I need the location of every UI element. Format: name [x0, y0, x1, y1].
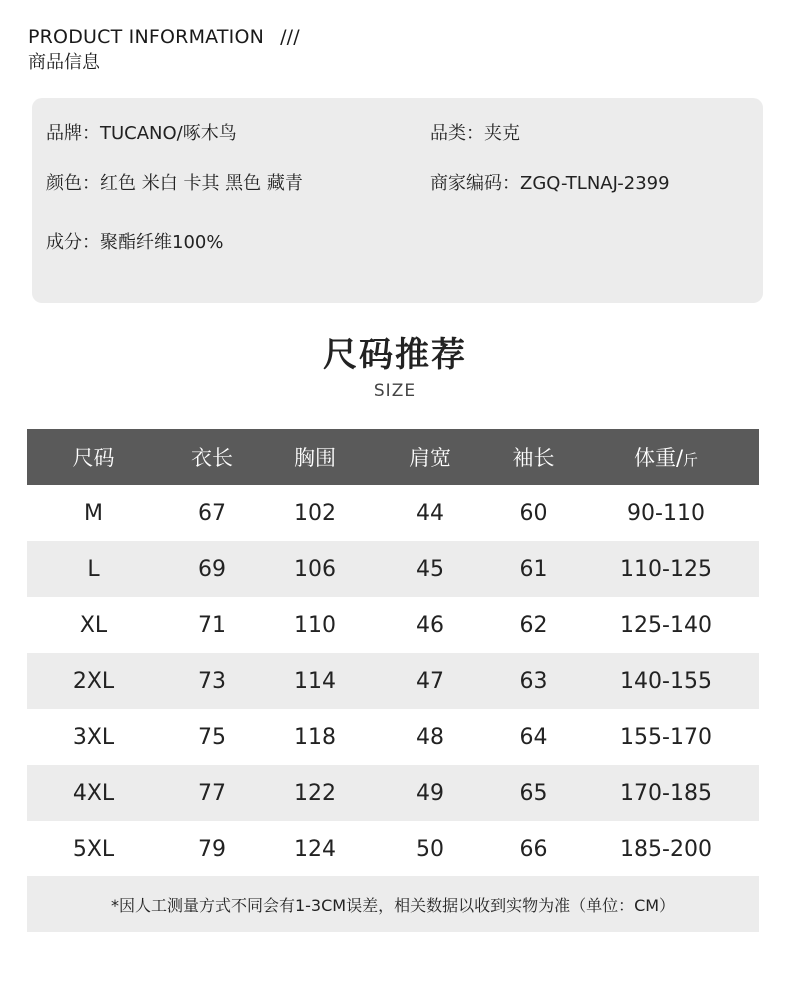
- table-cell: 62: [519, 612, 548, 638]
- table-cell: 110: [294, 612, 336, 638]
- table-cell: 170-185: [620, 780, 712, 806]
- table-cell: 106: [294, 556, 336, 582]
- table-cell: 49: [416, 780, 444, 806]
- table-cell: 118: [294, 724, 336, 750]
- table-cell: 2XL: [72, 668, 115, 694]
- table-row: [27, 653, 759, 709]
- size-table: [27, 429, 759, 877]
- table-cell: 79: [198, 836, 226, 862]
- table-cell: 64: [519, 724, 548, 750]
- info-brand: 品牌：TUCANO/啄木鸟: [46, 123, 237, 144]
- table-cell: 102: [294, 500, 336, 526]
- table-cell: 77: [198, 780, 226, 806]
- table-cell: 4XL: [72, 780, 115, 806]
- table-cell: 122: [294, 780, 336, 806]
- table-cell: 66: [519, 836, 548, 862]
- table-cell: XL: [79, 612, 108, 638]
- table-header-row: [27, 429, 759, 485]
- table-cell: 50: [416, 836, 444, 862]
- header-cell-sleeve: 袖长: [512, 446, 555, 470]
- table-cell: 47: [416, 668, 444, 694]
- header-cell-chest: 胸围: [294, 446, 336, 470]
- table-cell: 61: [519, 556, 548, 582]
- header-cell-length: 衣长: [191, 446, 233, 470]
- measurement-footnote: *因人工测量方式不同会有1-3CM误差，相关数据以收到实物为准（单位：CM）: [27, 876, 759, 932]
- table-row: [27, 597, 759, 653]
- table-cell: 71: [198, 612, 226, 638]
- size-section-subtitle: SIZE: [373, 381, 417, 401]
- table-cell: 5XL: [72, 836, 115, 862]
- info-sku: 商家编码：ZGQ-TLNAJ-2399: [430, 173, 670, 194]
- table-cell: 185-200: [620, 836, 712, 862]
- table-row: [27, 541, 759, 597]
- table-row: [27, 765, 759, 821]
- header-cell-weight-unit: 斤: [683, 451, 699, 469]
- header-title-en-text: PRODUCT INFORMATION: [28, 26, 265, 48]
- table-cell: 65: [519, 780, 548, 806]
- table-row: [27, 485, 759, 541]
- table-cell: L: [87, 556, 100, 582]
- table-cell: 75: [198, 724, 226, 750]
- header-cell-weight-label: 体重/: [633, 446, 684, 470]
- table-cell: 48: [416, 724, 444, 750]
- table-cell: 67: [198, 500, 226, 526]
- table-cell: 124: [294, 836, 336, 862]
- table-cell: 110-125: [620, 556, 712, 582]
- table-row: [27, 821, 759, 877]
- header-title-zh: 商品信息: [28, 52, 100, 73]
- table-cell: 69: [198, 556, 226, 582]
- size-section-title: 尺码推荐: [323, 335, 467, 375]
- table-cell: M: [84, 500, 103, 526]
- header-cell-shoulder: 肩宽: [409, 446, 451, 470]
- table-row: [27, 709, 759, 765]
- table-cell: 63: [519, 668, 548, 694]
- product-info-header: [28, 24, 300, 76]
- header-slashes: ///: [280, 26, 300, 48]
- product-info-card: [32, 98, 763, 303]
- table-cell: 155-170: [620, 724, 712, 750]
- table-cell: 45: [416, 556, 444, 582]
- header-cell-size: 尺码: [72, 446, 115, 470]
- table-cell: 114: [294, 668, 336, 694]
- table-cell: 44: [416, 500, 444, 526]
- header-cell-weight: [573, 442, 759, 472]
- table-cell: 73: [198, 668, 226, 694]
- header-title-en: [28, 24, 300, 50]
- info-category: 品类：夹克: [430, 123, 520, 144]
- info-material: 成分：聚酯纤维100%: [46, 232, 224, 253]
- table-cell: 46: [416, 612, 444, 638]
- table-cell: 140-155: [620, 668, 712, 694]
- table-cell: 90-110: [627, 500, 705, 526]
- info-color: 颜色：红色 米白 卡其 黑色 藏青: [46, 173, 303, 194]
- table-cell: 60: [519, 500, 548, 526]
- table-cell: 3XL: [72, 724, 115, 750]
- table-cell: 125-140: [620, 612, 712, 638]
